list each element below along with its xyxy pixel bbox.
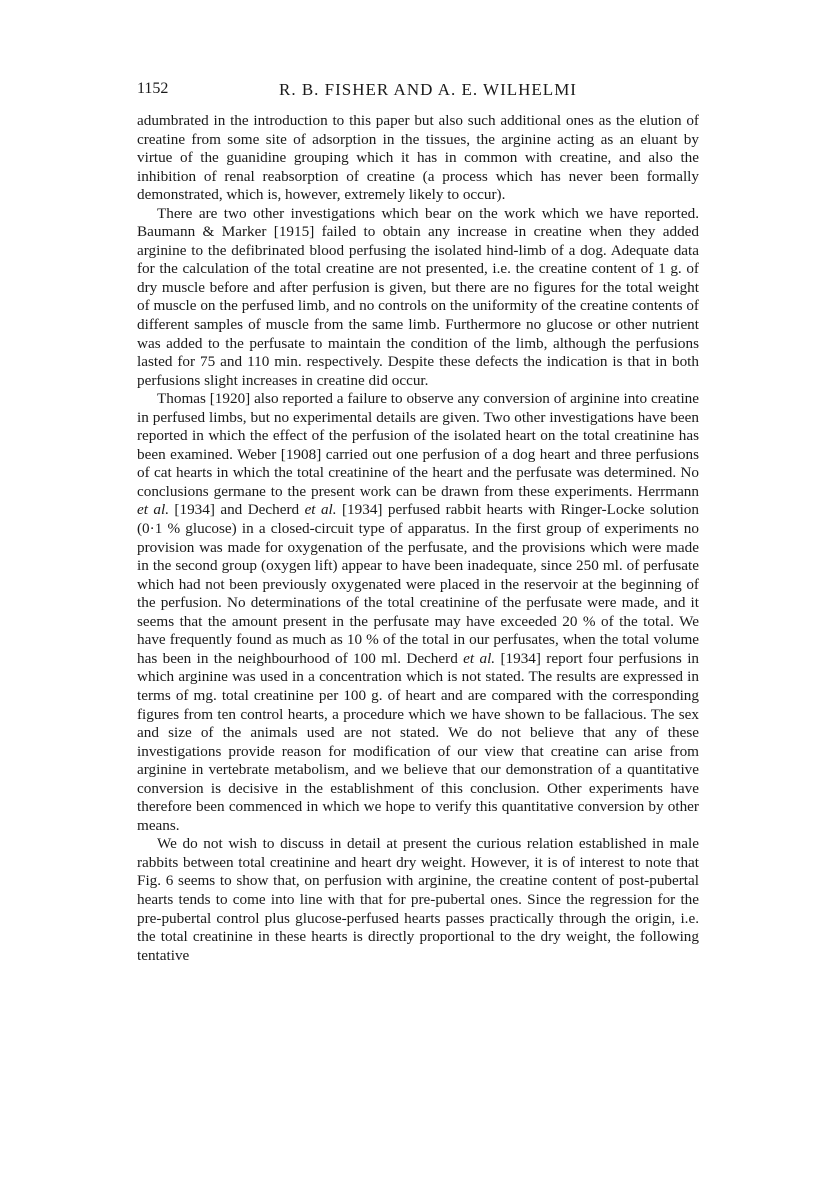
running-head: R. B. FISHER AND A. E. WILHELMI	[279, 80, 577, 99]
journal-page	[137, 80, 699, 965]
paragraph-continuation: adumbrated in the introduction to this paper but also such additional ones as the elution of creatine from some site of adsorption in the tissues, the arginine acting as an eluant by virtue of the guanidine grouping which it has in common with creatine, and also the inhibition of renal reabsorption of creatine (a process which has never been formally demonstrated, which is, however, extremely likely to occur).	[137, 112, 699, 204]
paragraph-creatinine-heart-weight: We do not wish to discuss in detail at present the curious relation established in male rabbits between total creatinine and heart dry weight. However, it is of interest to note that Fig. 6 seems to show that, on perfusion with arginine, the creatine content of post-pubertal hearts tends to come into line with that for pre-pubertal ones. Since the regression for the pre-pubertal control plus glucose-perfused hearts passes practically through the origin, i.e. the total creatinine in these hearts is directly proportional to the dry weight, the following tentative	[137, 835, 699, 964]
body-text	[137, 112, 699, 965]
page-number: 1152	[137, 80, 169, 97]
page-header	[137, 80, 699, 104]
paragraph-baumann-marker: There are two other investigations which bear on the work which we have reported. Baumann & Marker [1915] failed to obtain any increase in creatine when they added arginine to the defibrinated blood perfusing the isolated hind-limb of a dog. Adequate data for the calculation of the total creatine are not presented, i.e. the creatine content of 1 g. of dry muscle before and after perfusion is given, but there are no figures for the total weight of muscle on the perfused limb, and no controls on the uniformity of the creatine contents of different samples of muscle from the same limb. Furthermore no glucose or other nutrient was added to the perfusate to maintain the condition of the limb, although the perfusions lasted for 75 and 110 min. respectively. Despite these defects the indication is that in both perfusions slight increases in creatine did occur.	[137, 204, 699, 389]
paragraph-thomas-heart-perfusion: Thomas [1920] also reported a failure to observe any conversion of arginine into creatine in perfused limbs, but no experimental details are given. Two other investigations have been reported in which the effect of the perfusion of the isolated heart on the total creatinine has been examined. Weber [1908] carried out one perfusion of a dog heart and three perfusions of cat hearts in which the total creatinine of the heart and the perfusate was determined. No conclusions germane to the present work can be drawn from these experiments. Herrmann et al. [1934] and Decherd et al. [1934] perfused rabbit hearts with Ringer-Locke solution (0·1 % glucose) in a closed-circuit type of apparatus. In the first group of experiments no provision was made for oxygenation of the perfusate, and the provisions which were made in the second group (oxygen lift) appear to have been inadequate, since 250 ml. of perfusate which had not been previously oxygenated were placed in the reservoir at the beginning of the perfusion. No determinations of the total creatinine of the perfusate were made, and it seems that the amount present in the perfusate may have exceeded 20 % of the total. We have frequently found as much as 10 % of the total in our perfusates, when the total volume has been in the neighbourhood of 100 ml. Decherd et al. [1934] report four perfusions in which arginine was used in a concentration which is not stated. The results are expressed in terms of mg. total creatinine per 100 g. of heart and are compared with the corresponding figures from ten control hearts, a procedure which we have shown to be fallacious. The sex and size of the animals used are not stated. We do not believe that any of these investigations provide reason for modification of our view that creatine can arise from arginine in vertebrate metabolism, and we believe that our demonstration of a quantitative conversion is decisive in the establishment of this conclusion. Other experiments have therefore been commenced in which we hope to verify this quantitative conversion by other means.	[137, 390, 700, 834]
